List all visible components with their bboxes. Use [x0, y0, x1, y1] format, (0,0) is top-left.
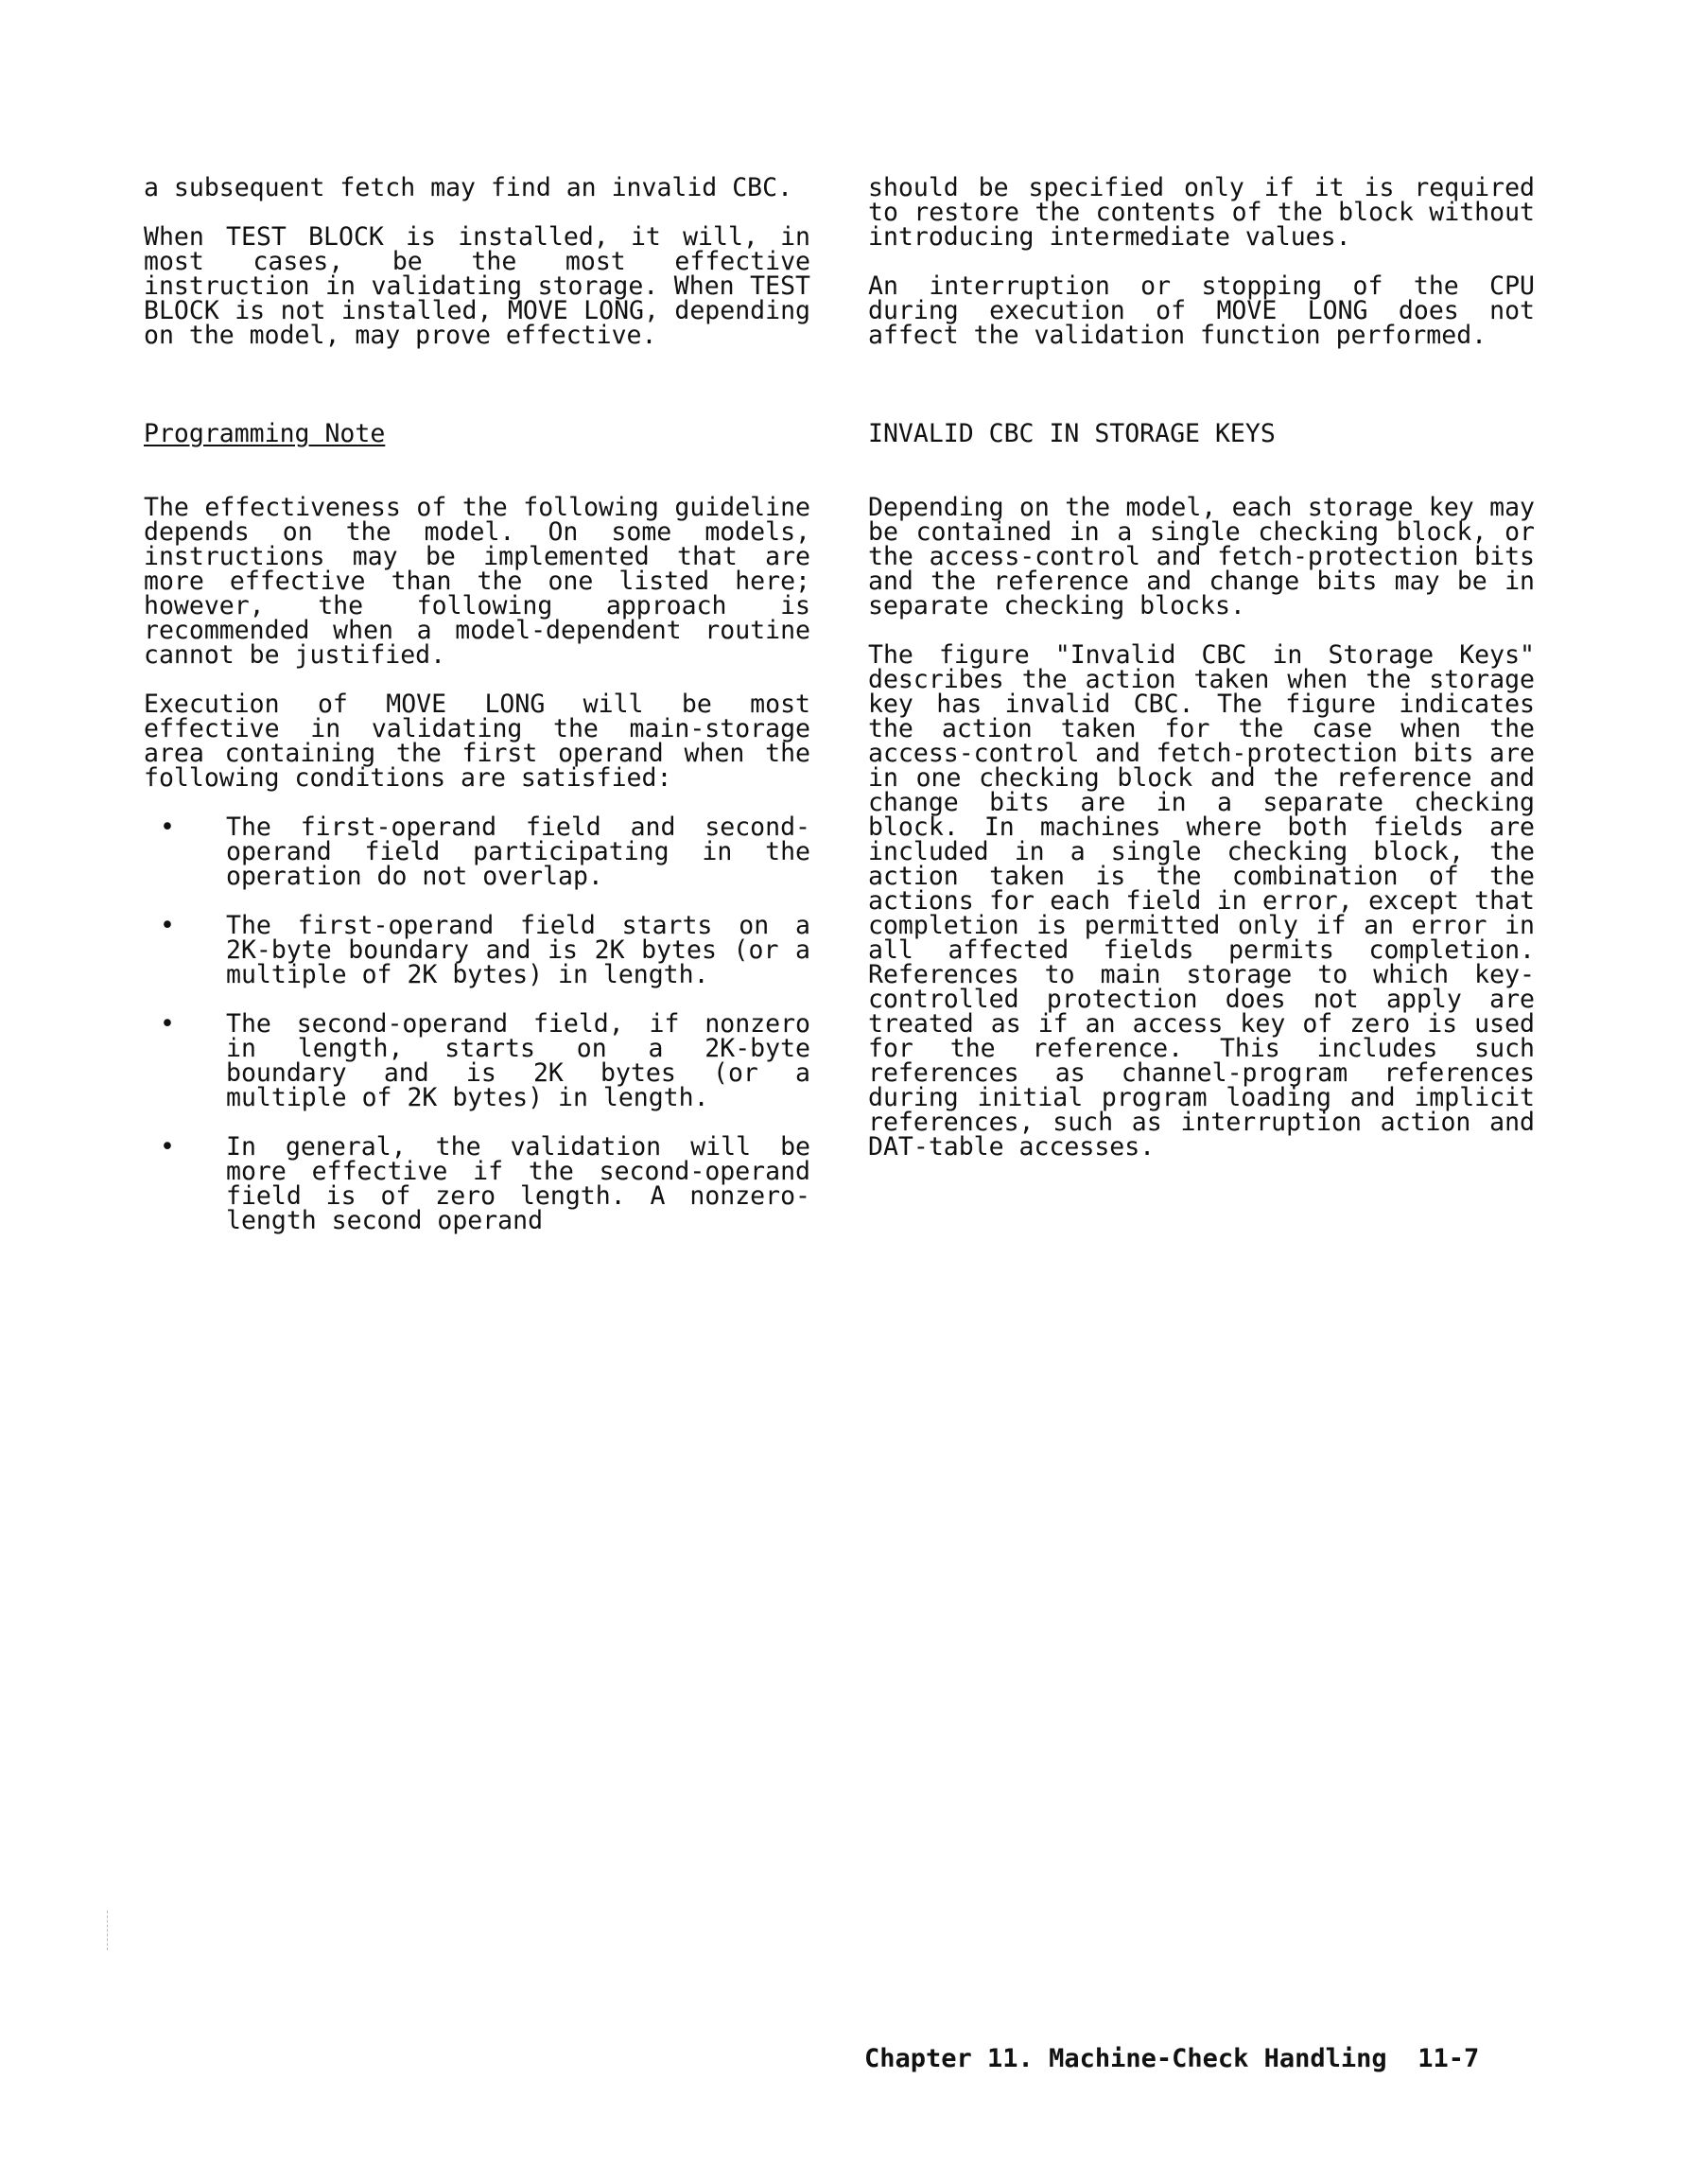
list-item-text: The first-operand field starts on a 2K-byte boundary and is 2K bytes (or a multiple of 2K bytes) in length.	[226, 911, 810, 989]
bullet-icon: •	[160, 812, 175, 842]
paragraph-continued-left: a subsequent fetch may find an invalid CBC.	[144, 173, 793, 202]
margin-mark	[107, 1911, 108, 1950]
programming-note-heading: Programming Note	[144, 419, 386, 448]
paragraph-execution: Execution of MOVE LONG will be most effective in validating the main-storage area containing the first operand when the following conditions are satisfied:	[144, 690, 810, 793]
paragraph-test-block: When TEST BLOCK is installed, it will, in most cases, be the most effective instruction in validating storage. When TEST BLOCK is not installed, MOVE LONG, depending on the model, may prove effective.	[144, 222, 810, 350]
list-item	[144, 1132, 810, 1235]
list-item	[144, 1009, 810, 1112]
page-footer	[864, 2046, 1479, 2072]
conditions-list	[144, 812, 810, 1235]
left-column	[144, 173, 810, 1258]
paragraph-effectiveness: The effectiveness of the following guideline depends on the model. On some models, instructions may be implemented that are more effective than the one listed here; however, the following approach is recommended when a model-dependent routine cannot be justified.	[144, 493, 810, 670]
bullet-icon: •	[160, 911, 175, 940]
bullet-icon: •	[160, 1009, 175, 1039]
paragraph-depending: Depending on the model, each storage key may be contained in a single checking block, or the access-control and fetch-protection bits and the reference and change bits may be in separate checking blocks.	[868, 493, 1535, 620]
list-item	[144, 812, 810, 891]
bullet-icon: •	[160, 1132, 175, 1162]
paragraph-continued-right: should be specified only if it is required to restore the contents of the block without introducing intermediate values.	[868, 173, 1535, 252]
paragraph-figure-description: The figure "Invalid CBC in Storage Keys" describes the action taken when the storage key has invalid CBC. The figure indicates the action taken for the case when the access-control and fetch-protection bits are in one checking block and the reference and change bits are in a separate checking block. In machines where both fields are included in a single checking block, the action taken is the combination of the actions for each field in error, except that completion is permitted only if an error in all affected fields permits completion. References to main storage to which key-controlled protection does not apply are treated as if an access key of zero is used for the reference. This includes such references as channel-program references during initial program loading and implicit references, such as interruption action and DAT-table accesses.	[868, 640, 1535, 1162]
section-heading: INVALID CBC IN STORAGE KEYS	[868, 419, 1276, 448]
right-column	[868, 173, 1535, 1162]
list-item-text: In general, the validation will be more effective if the second-operand field is of zero length. A nonzero-length second operand	[226, 1132, 810, 1235]
paragraph-interruption: An interruption or stopping of the CPU during execution of MOVE LONG does not affect the validation function performed.	[868, 271, 1535, 350]
list-item-text: The first-operand field and second-operand field participating in the operation do not overlap.	[226, 812, 810, 891]
list-item-text: The second-operand field, if nonzero in length, starts on a 2K-byte boundary and is 2K bytes (or a multiple of 2K bytes) in length.	[226, 1009, 810, 1112]
footer-chapter-title: Chapter 11. Machine-Check Handling	[864, 2044, 1387, 2073]
list-item	[144, 911, 810, 989]
footer-page-number: 11-7	[1417, 2044, 1480, 2073]
